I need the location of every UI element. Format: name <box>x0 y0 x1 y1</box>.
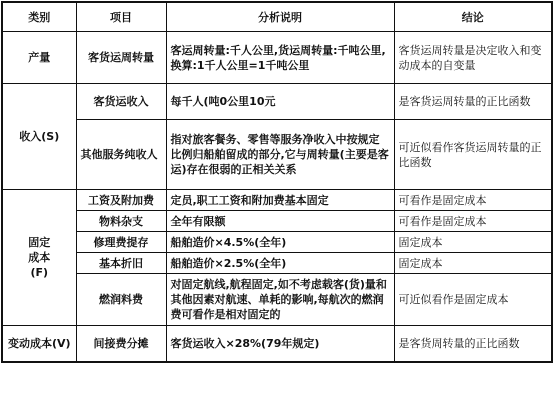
header-analysis: 分析说明 <box>166 2 394 32</box>
item-cell: 客货运周转量 <box>76 32 166 84</box>
table-row <box>2 211 552 232</box>
item-cell: 其他服务纯收人 <box>76 120 166 190</box>
conclusion-cell: 是客货运周转量的正比函数 <box>394 84 552 120</box>
conclusion-cell: 可看作是固定成本 <box>394 190 552 211</box>
analysis-cell: 客货运收入×28%(79年规定) <box>166 326 394 362</box>
conclusion-cell: 固定成本 <box>394 232 552 253</box>
analysis-cell: 船舶造价×2.5%(全年) <box>166 253 394 274</box>
table-row <box>2 84 552 120</box>
item-cell: 工资及附加费 <box>76 190 166 211</box>
conclusion-cell: 固定成本 <box>394 253 552 274</box>
header-conclusion: 结论 <box>394 2 552 32</box>
item-cell: 物料杂支 <box>76 211 166 232</box>
analysis-cell: 对固定航线,航程固定,如不考虑载客(货)量和其他因素对航速、单耗的影响,每航次的燃润费可看作是相对固定的 <box>166 274 394 326</box>
conclusion-cell: 客货运周转量是决定收入和变动成本的自变量 <box>394 32 552 84</box>
analysis-cell: 全年有限额 <box>166 211 394 232</box>
header-item: 项目 <box>76 2 166 32</box>
table-row <box>2 232 552 253</box>
analysis-cell: 每千人(吨0公里10元 <box>166 84 394 120</box>
item-cell: 修理费提存 <box>76 232 166 253</box>
item-cell: 基本折旧 <box>76 253 166 274</box>
category-cell: 固定 成本 (F) <box>2 190 76 326</box>
table-row <box>2 120 552 190</box>
item-cell: 客货运收入 <box>76 84 166 120</box>
item-cell: 燃润料费 <box>76 274 166 326</box>
table-row <box>2 190 552 211</box>
category-cell: 产量 <box>2 32 76 84</box>
item-cell: 间接费分摊 <box>76 326 166 362</box>
analysis-cell: 船舶造价×4.5%(全年) <box>166 232 394 253</box>
analysis-cell: 指对旅客餐务、零售等服务净收入中按规定比例归船舶留成的部分,它与周转量(主要是客运)存在很弱的正相关关系 <box>166 120 394 190</box>
header-row <box>2 2 552 32</box>
table-row <box>2 274 552 326</box>
conclusion-cell: 可近似看作是固定成本 <box>394 274 552 326</box>
header-category: 类别 <box>2 2 76 32</box>
table-row <box>2 326 552 362</box>
category-cell: 收入(S) <box>2 84 76 190</box>
cost-analysis-table <box>1 1 553 363</box>
analysis-cell: 定员,职工工资和附加费基本固定 <box>166 190 394 211</box>
analysis-cell: 客运周转量:千人公里,货运周转量:千吨公里,换算:1千人公里=1千吨公里 <box>166 32 394 84</box>
conclusion-cell: 是客货周转量的正比函数 <box>394 326 552 362</box>
conclusion-cell: 可看作是固定成本 <box>394 211 552 232</box>
category-cell: 变动成本(V) <box>2 326 76 362</box>
conclusion-cell: 可近似看作客货运周转量的正比函数 <box>394 120 552 190</box>
table-row <box>2 32 552 84</box>
table-row <box>2 253 552 274</box>
